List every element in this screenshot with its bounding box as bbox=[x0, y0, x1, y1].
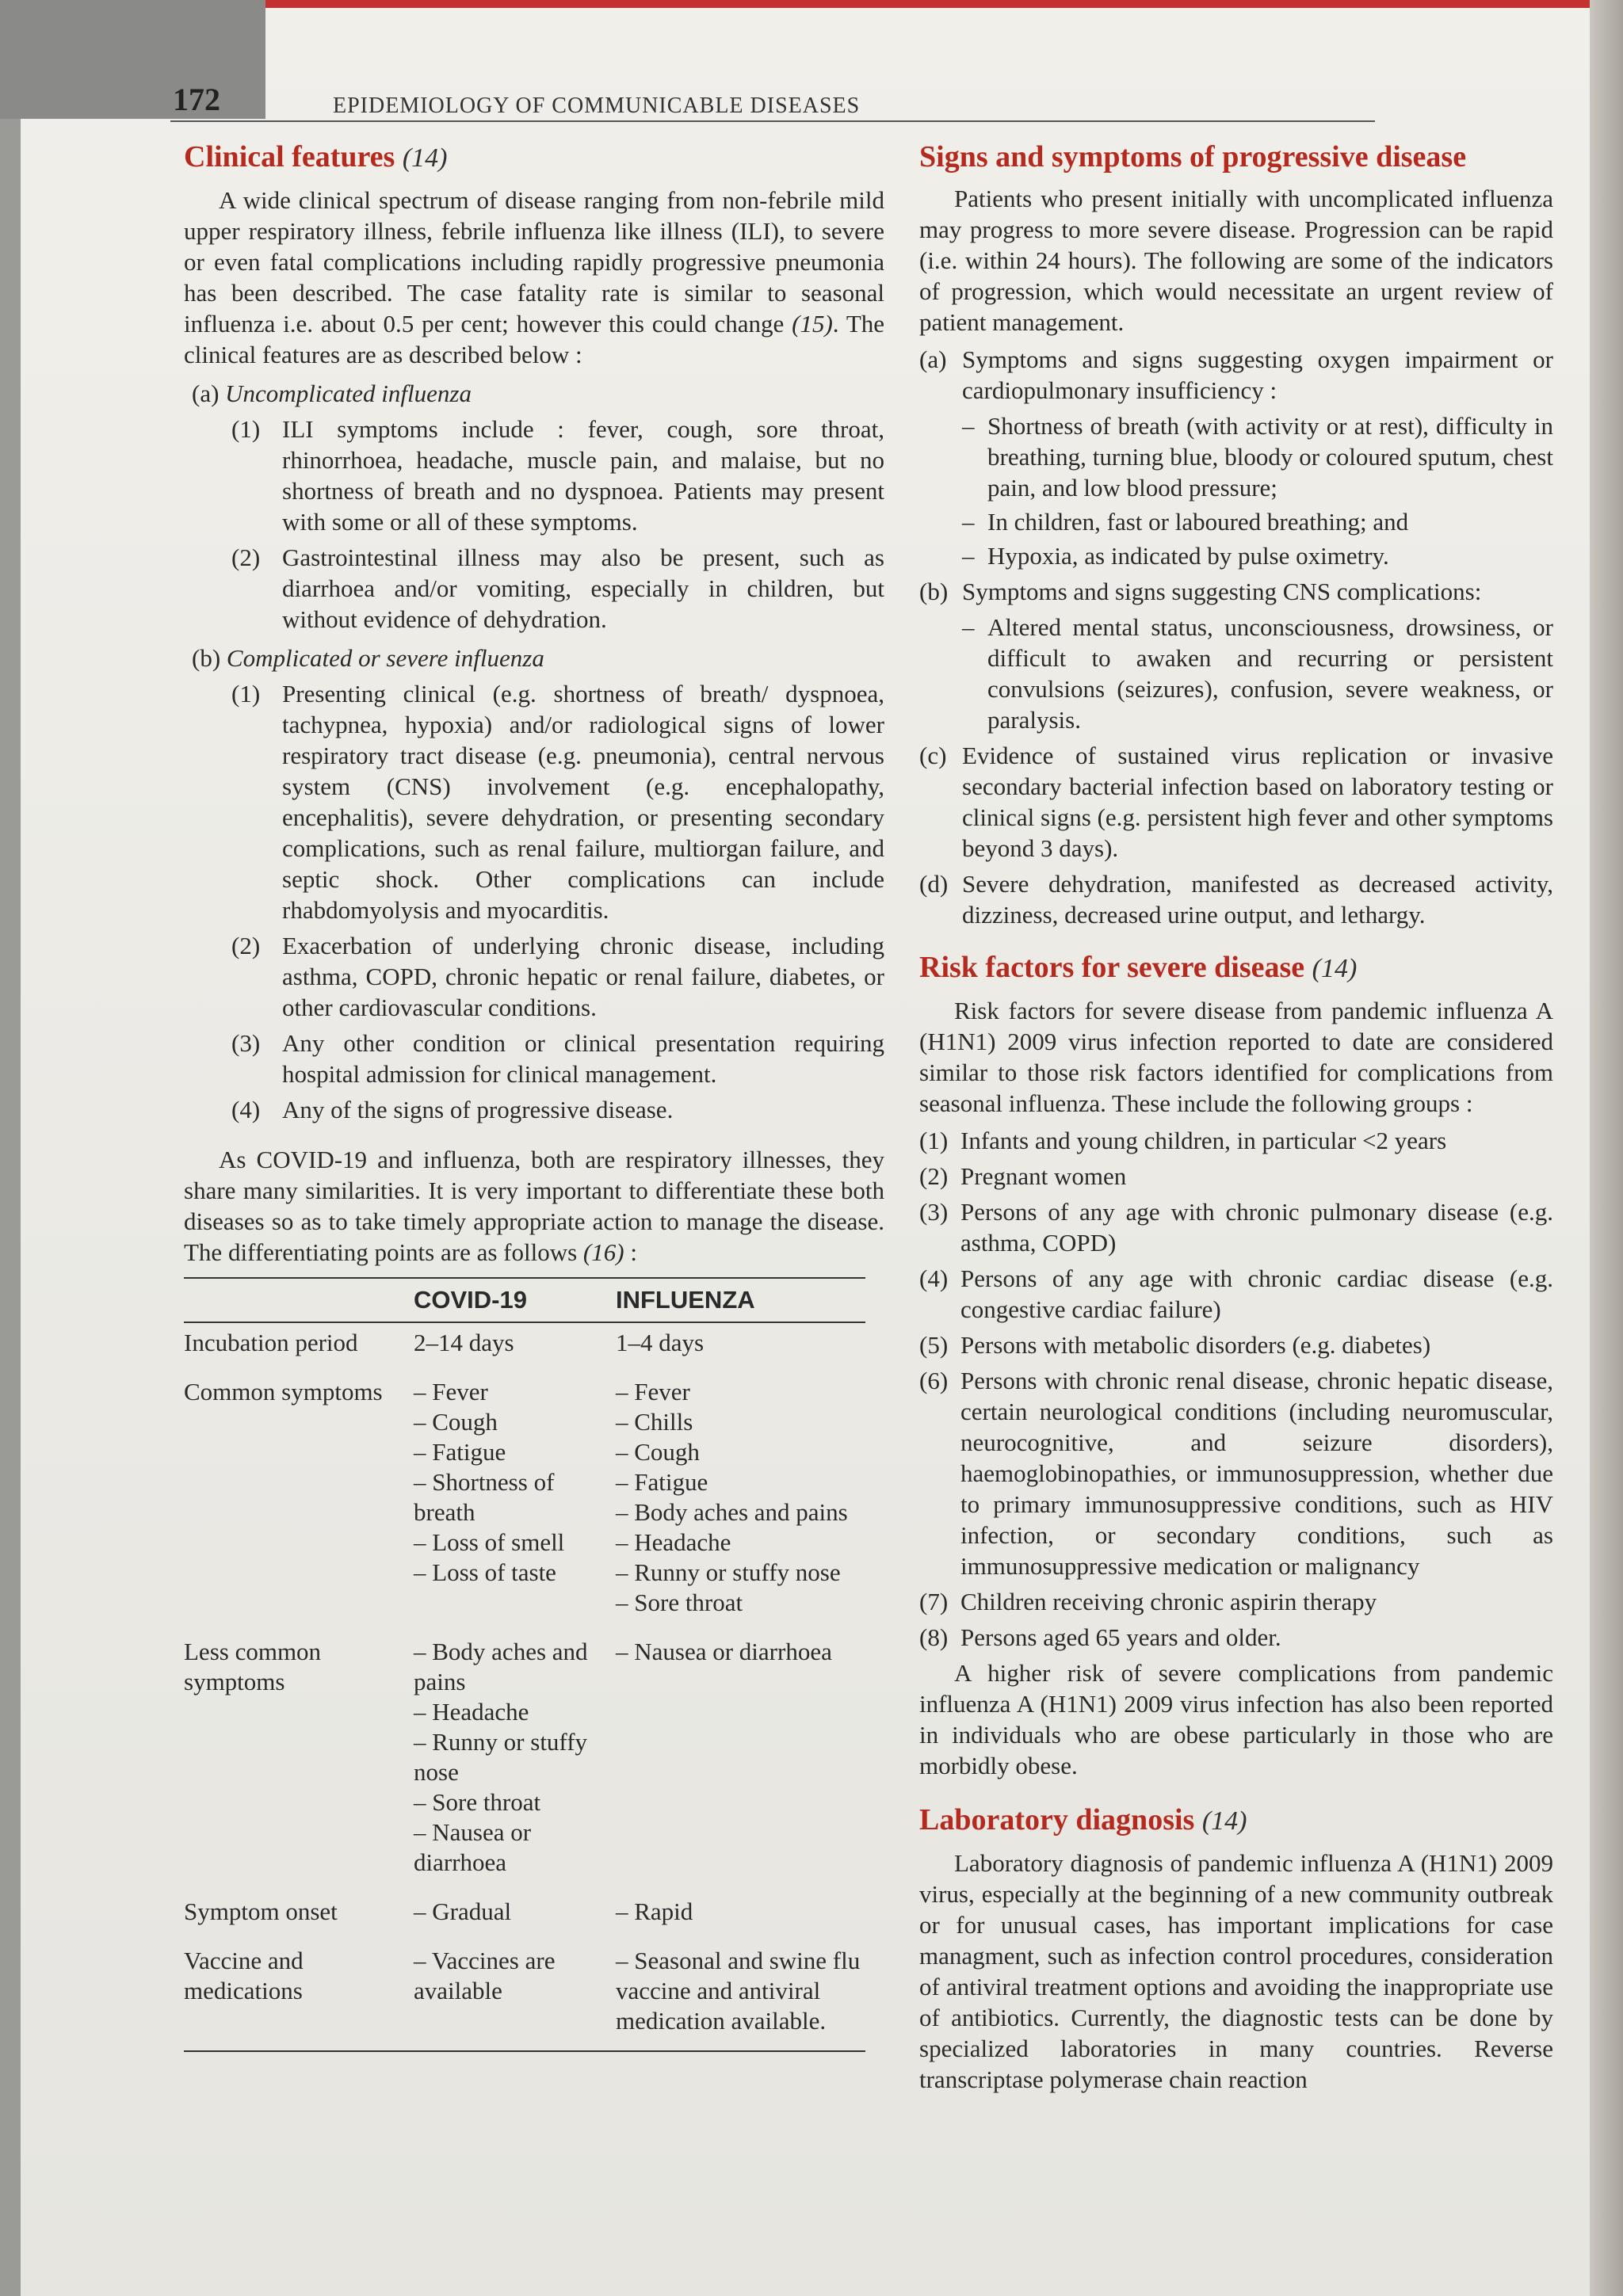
row-header: Symptom onset bbox=[184, 1897, 338, 1925]
item-text: Children receiving chronic aspirin therapy bbox=[960, 1588, 1377, 1615]
right-column bbox=[919, 139, 1553, 2101]
table-cell bbox=[414, 1372, 616, 1632]
item-text: Pregnant women bbox=[960, 1162, 1127, 1190]
table-cell bbox=[414, 1941, 616, 2051]
item-number: (8) bbox=[919, 1623, 949, 1651]
list-item bbox=[919, 1365, 1553, 1581]
list-item bbox=[919, 1161, 1553, 1192]
column-header: COVID-19 bbox=[414, 1278, 616, 1322]
table-corner bbox=[184, 1278, 414, 1322]
cell-line: – Nausea or diarrhoea bbox=[414, 1818, 532, 1876]
table-row bbox=[184, 1322, 865, 1372]
list-item bbox=[231, 1094, 884, 1125]
cell-line: – Headache bbox=[616, 1528, 731, 1556]
item-number: (1) bbox=[231, 415, 261, 443]
cell-line: – Rapid bbox=[616, 1897, 693, 1925]
item-text: Presenting clinical (e.g. shortness of breath/ dyspnoea, tachypnea, hypoxia) and/or radiological signs of lower respiratory tract disease (e.g. pneumonia), central nervous system (CNS) involvement (e.g. encephalopathy, encephalitis), severe dehydration, or presenting secondary complications, such as renal failure, multiorgan failure, and septic shock. Other complications can include rhabdomyolysis and myocarditis. bbox=[282, 680, 884, 924]
item-text: Persons of any age with chronic cardiac disease (e.g. congestive cardiac failure) bbox=[960, 1264, 1553, 1323]
cell-line: – Fever bbox=[616, 1378, 690, 1405]
dash-mark: – bbox=[962, 508, 975, 536]
item-text: Infants and young children, in particular <2 years bbox=[960, 1127, 1447, 1154]
page-corner-tab bbox=[0, 0, 265, 119]
dash-text: In children, fast or laboured breathing; and bbox=[987, 508, 1409, 536]
item-number: (4) bbox=[231, 1096, 261, 1123]
header-rule bbox=[170, 120, 1375, 122]
list-item bbox=[231, 414, 884, 537]
list-item bbox=[919, 868, 1553, 930]
row-header: Less common symptoms bbox=[184, 1638, 322, 1695]
cell-line: – Cough bbox=[414, 1408, 498, 1436]
cell-line: – Sore throat bbox=[616, 1589, 743, 1616]
item-number: (2) bbox=[231, 543, 261, 571]
row-header: Incubation period bbox=[184, 1329, 358, 1356]
item-number: (3) bbox=[919, 1198, 949, 1226]
sub-title: Uncomplicated influenza bbox=[225, 379, 472, 407]
cell-line: – Loss of smell bbox=[414, 1528, 565, 1556]
item-number: (1) bbox=[231, 680, 261, 707]
dash-item bbox=[962, 506, 1553, 537]
para-text: . The clinical features are as described below : bbox=[184, 310, 885, 368]
cell-line: 2–14 days bbox=[414, 1329, 514, 1356]
sub-label: (b) bbox=[192, 644, 221, 672]
para-text: As COVID-19 and influenza, both are respiratory illnesses, they share many similarities. It is very important to differentiate these both diseases so as to take timely appropriate action to manage the disease. The differentiating points are as follows bbox=[184, 1146, 884, 1266]
spacer bbox=[919, 1787, 1553, 1802]
list-item bbox=[231, 542, 884, 635]
item-text: Any of the signs of progressive disease. bbox=[282, 1096, 674, 1123]
complicated-subheading bbox=[192, 643, 884, 673]
list-item bbox=[919, 1329, 1553, 1360]
item-text: Severe dehydration, manifested as decreased activity, dizziness, decreased urine output, and lethargy. bbox=[962, 870, 1553, 929]
item-text: Symptoms and signs suggesting CNS complications: bbox=[962, 578, 1482, 605]
clinical-features-heading bbox=[184, 139, 884, 177]
item-number: (2) bbox=[919, 1162, 949, 1190]
dash-text: Hypoxia, as indicated by pulse oximetry. bbox=[987, 542, 1389, 570]
cell-line: – Fatigue bbox=[616, 1468, 708, 1496]
list-item bbox=[919, 1263, 1553, 1325]
column-header: INFLUENZA bbox=[616, 1278, 865, 1322]
row-header: Common symptoms bbox=[184, 1378, 383, 1405]
signs-intro-paragraph: Patients who present initially with uncomplicated influenza may progress to more severe disease. Progression can be rapid (i.e. within 24 hours). The following are some of the indicators of progression, which would necessitate an urgent review of patient management. bbox=[919, 185, 1553, 336]
item-text: Persons with chronic renal disease, chronic hepatic disease, certain neurological conditions (including neuromuscular, neurocognitive, and seizure disorders), haemoglobinopathies, or immunosuppression, whether due to primary immunosuppressive conditions, such as HIV infection, or secondary conditions, such as immunosuppressive medication or malignancy bbox=[960, 1367, 1553, 1580]
clinical-intro-paragraph bbox=[184, 185, 884, 370]
dash-mark: – bbox=[962, 412, 975, 440]
uncomplicated-subheading bbox=[192, 378, 884, 409]
item-text: Persons of any age with chronic pulmonary disease (e.g. asthma, COPD) bbox=[960, 1198, 1553, 1257]
table-cell bbox=[616, 1892, 865, 1941]
table-row bbox=[184, 1632, 865, 1892]
page-number: 172 bbox=[173, 82, 220, 117]
cell-line: – Fatigue bbox=[414, 1438, 506, 1466]
risk-heading bbox=[919, 949, 1553, 987]
heading-text: Risk factors for severe disease bbox=[919, 951, 1305, 984]
list-item bbox=[919, 344, 1553, 406]
cell-line: – Chills bbox=[616, 1408, 693, 1436]
item-number: (4) bbox=[919, 1264, 949, 1292]
page-right-edge bbox=[1590, 0, 1623, 2296]
table-cell bbox=[616, 1322, 865, 1372]
list-item bbox=[919, 576, 1553, 607]
heading-text: Clinical features bbox=[184, 140, 395, 174]
list-item bbox=[231, 1028, 884, 1089]
item-text: Persons aged 65 years and older. bbox=[960, 1623, 1281, 1651]
list-item bbox=[919, 740, 1553, 864]
signs-list bbox=[919, 344, 1553, 930]
cell-line: – Vaccines are available bbox=[414, 1947, 556, 2004]
dash-item bbox=[962, 540, 1553, 571]
item-number: (c) bbox=[919, 742, 947, 769]
risk-list bbox=[919, 1125, 1553, 1653]
list-item bbox=[231, 930, 884, 1023]
top-red-strip bbox=[262, 0, 1609, 8]
cell-line: – Body aches and pains bbox=[414, 1638, 588, 1695]
item-text: Exacerbation of underlying chronic disease, including asthma, COPD, chronic hepatic or renal failure, diabetes, or other cardiovascular conditions. bbox=[282, 932, 884, 1021]
item-text: Persons with metabolic disorders (e.g. diabetes) bbox=[960, 1331, 1431, 1359]
spacer bbox=[919, 935, 1553, 949]
item-number: (6) bbox=[919, 1367, 949, 1394]
table-cell bbox=[616, 1941, 865, 2051]
cell-line: – Headache bbox=[414, 1698, 529, 1726]
heading-ref: (14) bbox=[1312, 954, 1358, 983]
para-text: : bbox=[624, 1238, 637, 1266]
row-header: Vaccine and medications bbox=[184, 1941, 414, 2051]
item-number: (3) bbox=[231, 1029, 261, 1057]
heading-text: Laboratory diagnosis bbox=[919, 1803, 1195, 1836]
dash-text: Altered mental status, unconsciousness, drowsiness, or difficult to awaken and recurring or persistent convulsions (seizures), confusion, severe weakness, or paralysis. bbox=[987, 613, 1553, 734]
spacer bbox=[184, 1130, 884, 1144]
cell-line: – Runny or stuffy nose bbox=[616, 1558, 841, 1586]
obese-paragraph: A higher risk of severe complications from pandemic influenza A (H1N1) 2009 virus infection has also been reported in individuals who are obese particularly in those who are morbidly obese. bbox=[919, 1659, 1553, 1779]
table-cell bbox=[414, 1892, 616, 1941]
list-item bbox=[231, 678, 884, 925]
list-item bbox=[919, 1196, 1553, 1258]
cell-line: – Nausea or diarrhoea bbox=[616, 1638, 832, 1665]
sub-label: (a) bbox=[192, 379, 220, 407]
cell-line: – Runny or stuffy nose bbox=[414, 1728, 588, 1786]
risk-intro-paragraph: Risk factors for severe disease from pandemic influenza A (H1N1) 2009 virus infection reported to date are considered similar to those risk factors identified for complications from seasonal influenza. These include the following groups : bbox=[919, 997, 1553, 1117]
dash-mark: – bbox=[962, 613, 975, 641]
item-number: (7) bbox=[919, 1588, 949, 1615]
covid-paragraph bbox=[184, 1144, 884, 1268]
dash-item bbox=[962, 410, 1553, 503]
signs-heading: Signs and symptoms of progressive disease bbox=[919, 140, 1467, 174]
item-number: (a) bbox=[919, 345, 947, 373]
cell-line: – Seasonal and swine flu vaccine and antiviral medication available. bbox=[616, 1947, 861, 2035]
lab-heading bbox=[919, 1802, 1553, 1840]
cell-line: – Sore throat bbox=[414, 1788, 541, 1816]
table-cell bbox=[414, 1322, 616, 1372]
cell-line: – Fever bbox=[414, 1378, 488, 1405]
list-item bbox=[919, 1622, 1553, 1653]
item-text: Gastrointestinal illness may also be present, such as diarrhoea and/or vomiting, especially in children, but without evidence of dehydration. bbox=[282, 543, 884, 633]
cell-line: – Body aches and pains bbox=[616, 1498, 848, 1526]
table-row bbox=[184, 1372, 865, 1632]
item-number: (1) bbox=[919, 1127, 949, 1154]
table-cell bbox=[616, 1372, 865, 1632]
item-text: ILI symptoms include : fever, cough, sore throat, rhinorrhoea, headache, muscle pain, and malaise, but no shortness of breath and no dyspnoea. Patients may present with some or all of these symptoms. bbox=[282, 415, 884, 536]
cell-line: 1–4 days bbox=[616, 1329, 705, 1356]
table-body bbox=[184, 1322, 865, 2051]
covid-influenza-table bbox=[184, 1277, 865, 2052]
left-column bbox=[184, 139, 884, 2052]
item-text: Symptoms and signs suggesting oxygen impairment or cardiopulmonary insufficiency : bbox=[962, 345, 1553, 404]
cell-line: – Gradual bbox=[414, 1897, 512, 1925]
list-item bbox=[919, 1125, 1553, 1156]
page-left-edge bbox=[0, 119, 21, 2296]
sub-title: Complicated or severe influenza bbox=[226, 644, 544, 672]
cell-line: – Loss of taste bbox=[414, 1558, 556, 1586]
running-head: EPIDEMIOLOGY OF COMMUNICABLE DISEASES bbox=[333, 93, 861, 118]
item-number: (5) bbox=[919, 1331, 949, 1359]
table-row bbox=[184, 1892, 865, 1941]
dash-item bbox=[962, 612, 1553, 735]
item-number: (2) bbox=[231, 932, 261, 959]
table-cell bbox=[616, 1632, 865, 1892]
heading-ref: (14) bbox=[402, 143, 448, 173]
heading-ref: (14) bbox=[1201, 1806, 1247, 1836]
dash-text: Shortness of breath (with activity or at rest), difficulty in breathing, turning blue, bloody or coloured sputum, chest pain, and low blood pressure; bbox=[987, 412, 1553, 502]
cell-line: – Shortness of breath bbox=[414, 1468, 555, 1526]
item-text: Any other condition or clinical presentation requiring hospital admission for clinical management. bbox=[282, 1029, 884, 1088]
para-ref: (16) bbox=[582, 1238, 624, 1266]
table-cell bbox=[414, 1632, 616, 1892]
para-text: A wide clinical spectrum of disease ranging from non-febrile mild upper respiratory illness, febrile influenza like illness (ILI), to severe or even fatal complications including rapidly progressive pneumonia has been described. The case fatality rate is similar to seasonal influenza i.e. about 0.5 per cent; however this could change bbox=[184, 186, 884, 338]
item-number: (d) bbox=[919, 870, 949, 898]
table-row bbox=[184, 1941, 865, 2051]
dash-mark: – bbox=[962, 542, 975, 570]
item-number: (b) bbox=[919, 578, 949, 605]
lab-paragraph: Laboratory diagnosis of pandemic influenza A (H1N1) 2009 virus, especially at the beginning of a new community outbreak or for unusual cases, has important implications for case managment, such as infection control procedures, consideration of antiviral treatment options and avoiding the inappropriate use of antibiotics. Currently, the diagnostic tests can be done by specialized laboratories in many countries. Reverse transcriptase polymerase chain reaction bbox=[919, 1849, 1553, 2093]
item-text: Evidence of sustained virus replication or invasive secondary bacterial infection based on laboratory testing or clinical signs (e.g. persistent high fever and other symptoms beyond 3 days). bbox=[962, 742, 1553, 862]
para-ref: (15) bbox=[792, 310, 833, 338]
cell-line: – Cough bbox=[616, 1438, 700, 1466]
list-item bbox=[919, 1586, 1553, 1617]
